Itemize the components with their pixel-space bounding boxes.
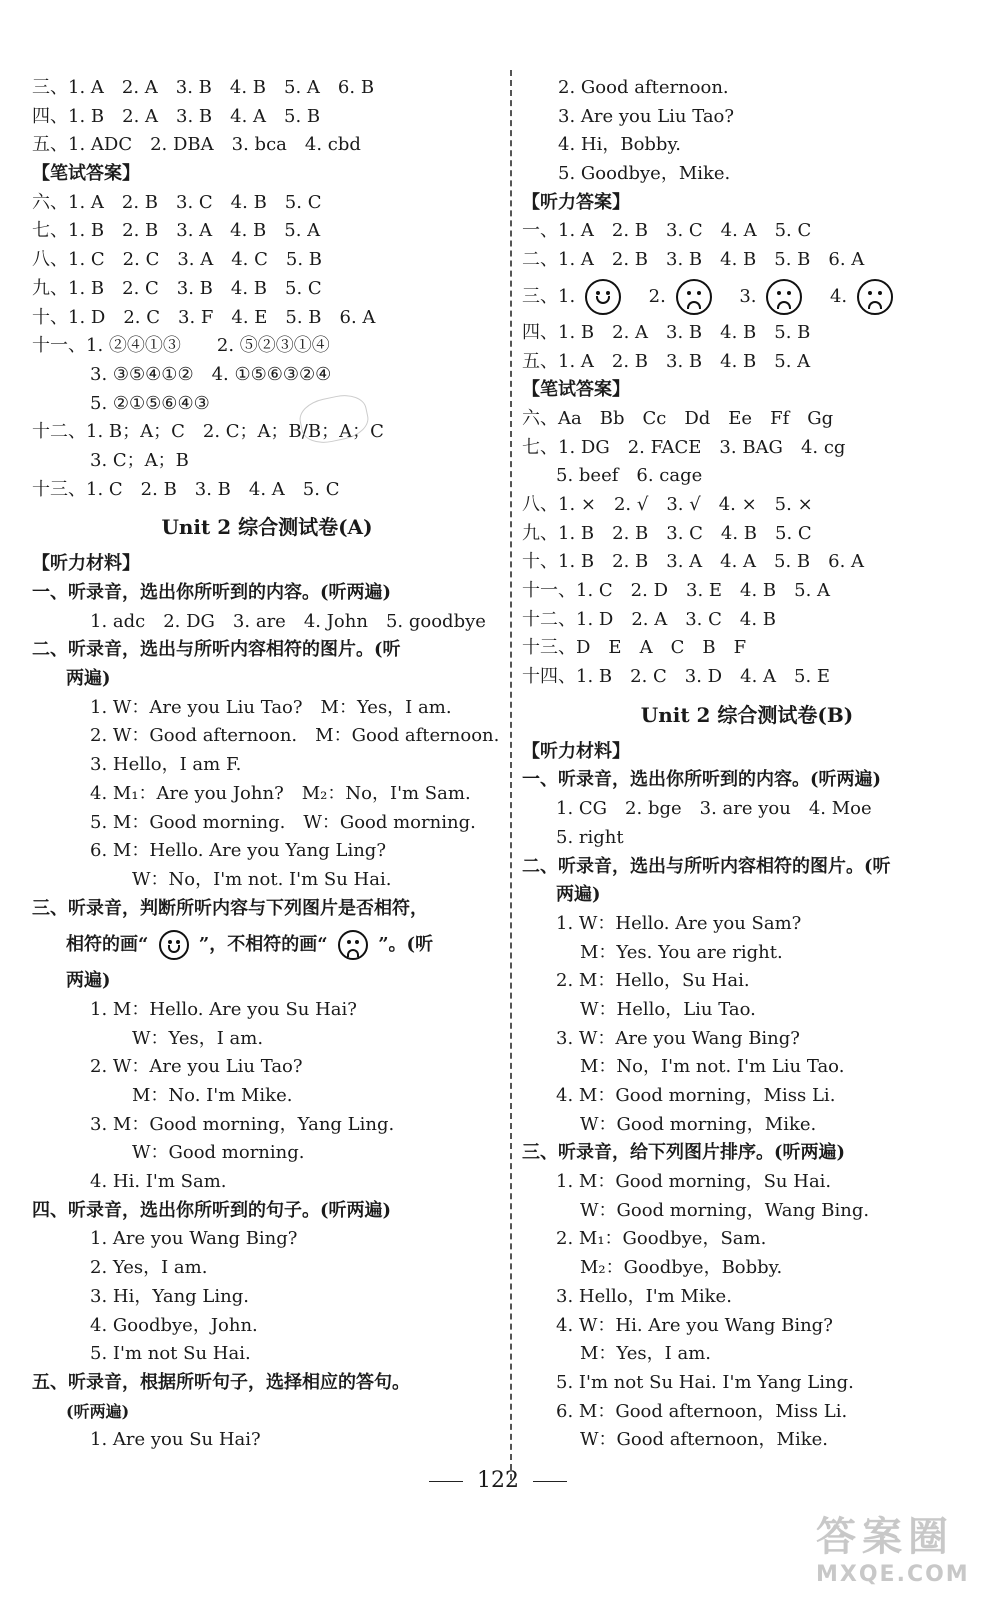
material-line: M₂：Goodbye，Bobby. bbox=[580, 1257, 783, 1279]
sad-face-icon bbox=[857, 279, 893, 315]
material-line: 4. Goodbye，John. bbox=[90, 1314, 258, 1336]
watermark-big: 答案圈 bbox=[816, 1514, 954, 1560]
question-heading: 二、听录音，选出与所听内容相符的图片。(听 bbox=[32, 639, 401, 661]
answer-line: 3. C；A；B bbox=[90, 449, 189, 471]
page-number-text: 122 bbox=[477, 1468, 519, 1493]
material-line: 1. adc 2. DG 3. are 4. John 5. goodbye bbox=[90, 610, 486, 632]
answer-line: 五、1. A 2. B 3. B 4. B 5. A bbox=[522, 350, 811, 372]
heading-text: ”。(听 bbox=[378, 934, 434, 956]
answer-line: 3. ③⑤④①② 4. ①⑤⑥③②④ bbox=[90, 363, 332, 385]
answer-line: 十二、1. B；A；C 2. C；A；B/B；A；C bbox=[32, 421, 384, 443]
answer-line: 四、1. B 2. A 3. B 4. B 5. B bbox=[522, 321, 811, 343]
sad-face-icon bbox=[766, 279, 802, 315]
answer-line: 七、1. DG 2. FACE 3. BAG 4. cg bbox=[522, 436, 846, 458]
answer-line: 九、1. B 2. B 3. C 4. B 5. C bbox=[522, 522, 812, 544]
section-header: 【笔试答案】 bbox=[32, 163, 140, 185]
sad-face-icon bbox=[338, 930, 368, 960]
question-heading: 五、听录音，根据所听句子，选择相应的答句。 bbox=[32, 1371, 410, 1393]
material-line: W：Yes，I am. bbox=[132, 1027, 264, 1049]
column-divider bbox=[510, 70, 512, 1480]
material-line: M：Yes，I am. bbox=[580, 1343, 711, 1365]
material-line: 2. W：Are you Liu Tao? bbox=[90, 1056, 303, 1078]
material-line: 4. W：Hi. Are you Wang Bing? bbox=[556, 1314, 833, 1336]
material-line: W：Hello，Liu Tao. bbox=[580, 998, 756, 1020]
answer-line: 三、1. A 2. A 3. B 4. B 5. A 6. B bbox=[32, 77, 375, 98]
sad-face-icon bbox=[676, 279, 712, 315]
answer-line: 十三、1. C 2. B 3. B 4. A 5. C bbox=[32, 478, 340, 500]
heading-text: 相符的画“ bbox=[66, 934, 149, 956]
page-number-dash bbox=[429, 1481, 463, 1482]
material-line: 3. Hello，I'm Mike. bbox=[556, 1285, 732, 1307]
material-line: W：No，I'm not. I'm Su Hai. bbox=[132, 868, 392, 890]
answer-line: 5. beef 6. cage bbox=[556, 465, 703, 487]
material-line: 6. M：Good afternoon，Miss Li. bbox=[556, 1400, 848, 1422]
test-title-a: Unit 2 综合测试卷(A) bbox=[161, 515, 373, 540]
section-header: 【听力答案】 bbox=[522, 191, 630, 213]
material-line: 4. Hi. I'm Sam. bbox=[90, 1171, 227, 1193]
answer-line: 八、1. × 2. √ 3. √ 4. × 5. × bbox=[522, 493, 813, 515]
answer-label: 2. bbox=[648, 285, 666, 307]
answer-line: 十三、D E A C B F bbox=[522, 637, 747, 659]
material-line: 6. M：Hello. Are you Yang Ling? bbox=[90, 840, 386, 862]
material-line: 5. I'm not Su Hai. bbox=[90, 1343, 251, 1365]
question-heading: 三、听录音，判断所听内容与下列图片是否相符， bbox=[32, 897, 428, 919]
left-column bbox=[32, 74, 502, 1455]
right-column bbox=[522, 74, 972, 1455]
section-header: 【笔试答案】 bbox=[522, 379, 630, 401]
material-line: 4. M₁：Are you John? M₂：No，I'm Sam. bbox=[90, 782, 471, 804]
material-line: 1. M：Hello. Are you Su Hai? bbox=[90, 998, 357, 1020]
answer-line: 十二、1. D 2. A 3. C 4. B bbox=[522, 608, 777, 630]
question-heading-cont: 两遍) bbox=[556, 884, 601, 906]
answer-line: 九、1. B 2. C 3. B 4. B 5. C bbox=[32, 277, 322, 299]
material-line: 1. CG 2. bge 3. are you 4. Moe bbox=[556, 798, 872, 820]
material-line: 3. Hi，Yang Ling. bbox=[90, 1285, 249, 1307]
answer-line: 二、1. A 2. B 3. B 4. B 5. B 6. A bbox=[522, 249, 865, 271]
answer-line: 十一、1. ②④①③ 2. ⑤②③①④ bbox=[32, 335, 330, 357]
answer-line: 十四、1. B 2. C 3. D 4. A 5. E bbox=[522, 666, 831, 688]
material-line: 4. Hi，Bobby. bbox=[558, 134, 681, 156]
page-number bbox=[0, 1468, 996, 1493]
page-number-dash bbox=[533, 1481, 567, 1482]
material-line: 1. M：Good morning，Su Hai. bbox=[556, 1171, 832, 1193]
question-heading: 三、听录音，给下列图片排序。(听两遍) bbox=[522, 1142, 846, 1164]
answer-line: 十一、1. C 2. D 3. E 4. B 5. A bbox=[522, 580, 831, 601]
answer-label: 三、1. bbox=[522, 285, 576, 307]
material-line: 2. Good afternoon. bbox=[558, 77, 729, 98]
question-heading: 二、听录音，选出与所听内容相符的图片。(听 bbox=[522, 855, 891, 877]
material-line: 5. right bbox=[556, 826, 624, 848]
material-line: W：Good morning，Mike. bbox=[580, 1113, 817, 1135]
material-line: M：No，I'm not. I'm Liu Tao. bbox=[580, 1056, 845, 1078]
watermark-small: MXQE.COM bbox=[816, 1562, 970, 1587]
material-line: 3. M：Good morning，Yang Ling. bbox=[90, 1113, 395, 1135]
material-line: M：No. I'm Mike. bbox=[132, 1085, 293, 1106]
heading-text: ”，不相符的画“ bbox=[198, 934, 328, 956]
material-line: 2. M₁：Goodbye，Sam. bbox=[556, 1228, 767, 1250]
material-line: 2. Yes，I am. bbox=[90, 1257, 208, 1279]
material-line: 1. W：Hello. Are you Sam? bbox=[556, 912, 802, 934]
answer-line: 八、1. C 2. C 3. A 4. C 5. B bbox=[32, 249, 323, 271]
answer-line: 六、Aa Bb Cc Dd Ee Ff Gg bbox=[522, 407, 834, 429]
smiley-face-icon bbox=[585, 279, 621, 315]
question-heading: 一、听录音，选出你所听到的内容。(听两遍) bbox=[32, 582, 392, 603]
answer-line: 六、1. A 2. B 3. C 4. B 5. C bbox=[32, 191, 322, 213]
answer-line: 七、1. B 2. B 3. A 4. B 5. A bbox=[32, 220, 321, 242]
face-answers-line bbox=[522, 275, 972, 319]
material-line: 2. W：Good afternoon. M：Good afternoon. bbox=[90, 725, 500, 747]
question-heading-cont: 两遍) bbox=[66, 668, 111, 690]
material-line: 5. I'm not Su Hai. I'm Yang Ling. bbox=[556, 1371, 854, 1393]
test-title-b: Unit 2 综合测试卷(B) bbox=[640, 702, 854, 727]
material-line: 2. M：Hello，Su Hai. bbox=[556, 970, 750, 992]
material-line: W：Good morning，Wang Bing. bbox=[580, 1199, 870, 1221]
answer-line: 四、1. B 2. A 3. B 4. A 5. B bbox=[32, 105, 321, 127]
answer-line: 一、1. A 2. B 3. C 4. A 5. C bbox=[522, 220, 812, 242]
section-header: 【听力材料】 bbox=[522, 740, 630, 762]
question-heading-cont: 两遍) bbox=[66, 970, 111, 992]
material-line: 5. M：Good morning. W：Good morning. bbox=[90, 811, 476, 833]
section-header: 【听力材料】 bbox=[32, 553, 140, 575]
material-line: W：Good afternoon，Mike. bbox=[580, 1429, 829, 1451]
material-line: W：Good morning. bbox=[132, 1142, 305, 1164]
site-watermark bbox=[816, 1505, 976, 1585]
question-heading-cont: (听两遍) bbox=[66, 1401, 130, 1421]
question-heading-faces bbox=[32, 923, 502, 967]
material-line: M：Yes. You are right. bbox=[580, 941, 783, 963]
answer-label: 4. bbox=[829, 285, 848, 307]
material-line: 3. W：Are you Wang Bing? bbox=[556, 1027, 800, 1049]
material-line: 1. W：Are you Liu Tao? M：Yes，I am. bbox=[90, 696, 452, 718]
material-line: 5. Goodbye，Mike. bbox=[558, 163, 731, 185]
answer-line: 十、1. D 2. C 3. F 4. E 5. B 6. A bbox=[32, 306, 376, 328]
question-heading: 四、听录音，选出你所听到的句子。(听两遍) bbox=[32, 1199, 392, 1221]
question-heading: 一、听录音，选出你所听到的内容。(听两遍) bbox=[522, 769, 882, 791]
material-line: 4. M：Good morning，Miss Li. bbox=[556, 1085, 836, 1106]
smiley-face-icon bbox=[159, 930, 189, 960]
material-line: 1. Are you Wang Bing? bbox=[90, 1228, 298, 1250]
answer-line: 五、1. ADC 2. DBA 3. bca 4. cbd bbox=[32, 134, 361, 156]
answer-line: 十、1. B 2. B 3. A 4. A 5. B 6. A bbox=[522, 551, 865, 573]
material-line: 3. Are you Liu Tao? bbox=[558, 105, 735, 127]
material-line: 3. Hello，I am F. bbox=[90, 754, 242, 776]
answer-line: 5. ②①⑤⑥④③ bbox=[90, 392, 210, 414]
material-line: 1. Are you Su Hai? bbox=[90, 1429, 261, 1451]
answer-label: 3. bbox=[739, 285, 757, 307]
